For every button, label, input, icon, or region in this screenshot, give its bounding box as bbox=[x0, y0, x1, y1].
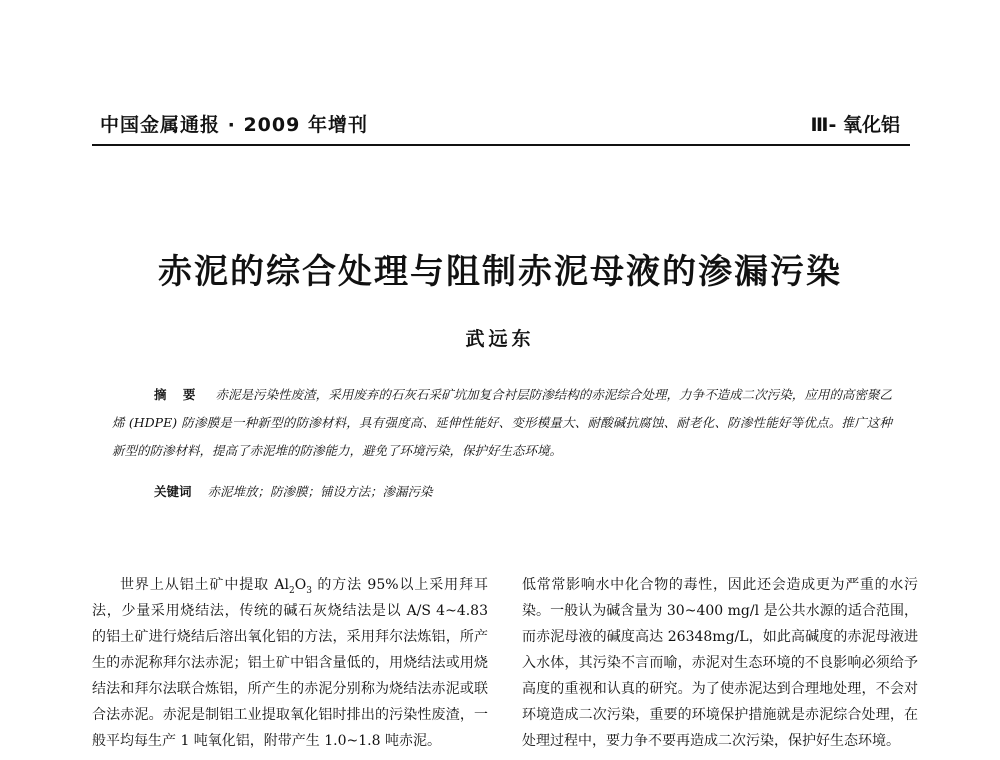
keywords-label: 关键词 bbox=[154, 484, 192, 499]
body-text: O bbox=[294, 577, 307, 593]
article-title: 赤泥的综合处理与阻制赤泥母液的渗漏污染 bbox=[158, 252, 842, 292]
abstract-text: 赤泥是污染性废渣，采用废弃的石灰石采矿坑加复合衬层防渗结构的赤泥综合处理，力争不造成二次污染，应用的高密聚乙烯 (HDPE) 防渗膜是一种新型的防渗材料，具有强度高、延伸性能好、变形模量大、耐酸碱抗腐蚀、耐老化、防渗性能好等优点。推广这种新型的防渗材料，提高了赤泥堆的防渗能力，避免了环境污染，保护好生态环境。 bbox=[112, 387, 892, 458]
running-head bbox=[92, 104, 910, 146]
body-column-right: 低常常影响水中化合物的毒性，因此还会造成更为严重的水污染。一般认为碱含量为 30~400 mg/l 是公共水源的适合范围，而赤泥母液的碱度高达 26348mg/L，如此高碱度的赤泥母液进入水体，其污染不言而喻，赤泥对生态环境的不良影响必须给予高度的重视和认真的研究。为了使赤泥达到合理地处理，不会对环境造成二次污染，重要的环境保护措施就是赤泥综合处理，在处理过程中，要力争不要再造成二次污染，保护好生态环境。 bbox=[522, 577, 918, 749]
body-column-left bbox=[92, 572, 488, 760]
keywords bbox=[154, 482, 854, 500]
body-text: 的方法 95%以上采用拜耳法，少量采用烧结法，传统的碱石灰烧结法是以 A/S 4~4.83 的铝土矿进行烧结后溶出氧化铝的方法，采用拜尔法炼铝，所产生的赤泥称拜尔法赤泥；铝土矿中铝含量低的，用烧结法或用烧结法和拜尔法联合炼铝，所产生的赤泥分别称为烧结法赤泥或联合法赤泥。赤泥是制铝工业提取氧化铝时排出的污染性废渣，一般平均每生产 1 吨氧化铝，附带产生 1.0~1.8 吨赤泥。 bbox=[92, 577, 488, 749]
author-name: 武远东 bbox=[465, 328, 535, 350]
keywords-text: 赤泥堆放；防渗膜；铺设方法；渗漏污染 bbox=[207, 484, 433, 499]
section-name: Ⅲ- 氧化铝 bbox=[810, 114, 900, 136]
subscript: 2 bbox=[289, 585, 295, 596]
journal-name: 中国金属通报 · 2009 年增刊 bbox=[100, 114, 368, 136]
abstract-label: 摘 要 bbox=[154, 387, 202, 402]
subscript: 3 bbox=[306, 585, 312, 596]
body-text: 世界上从铝土矿中提取 Al bbox=[120, 577, 290, 593]
abstract bbox=[112, 381, 892, 465]
